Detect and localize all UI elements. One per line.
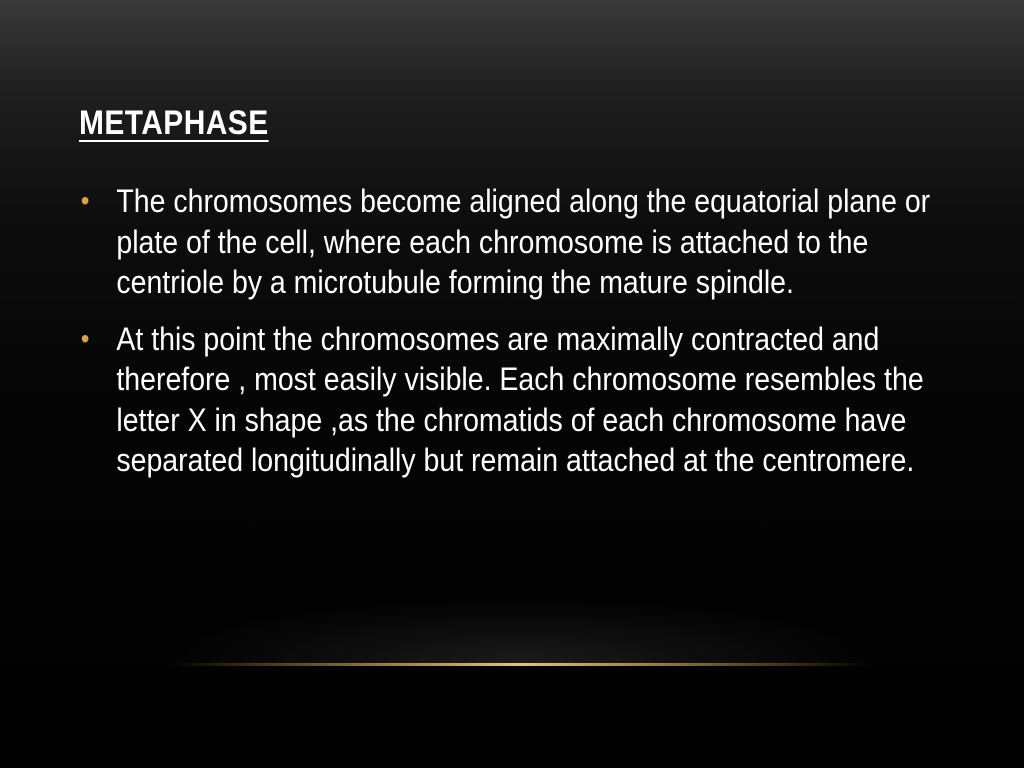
bullet-marker: • [80,185,90,216]
bullet-text: At this point the chromosomes are maximally contracted and therefore , most easily visible. Each chromosome resembles the letter X in shape ,as the chromatids of each chromosome have separated longitudinally but remain attached at the centromere. [116,320,924,478]
bullet-list [79,181,933,497]
divider-glow [160,600,880,664]
slide-title: METAPHASE [79,104,269,142]
bullet-item [79,181,933,303]
bullet-marker: • [80,322,90,354]
bullet-item [79,319,933,481]
bullet-text: The chromosomes become aligned along the equatorial plane or plate of the cell, where each chromosome is attached to the centriole by a microtubule forming the mature spindle. [116,183,931,300]
gold-divider-line [170,663,870,666]
